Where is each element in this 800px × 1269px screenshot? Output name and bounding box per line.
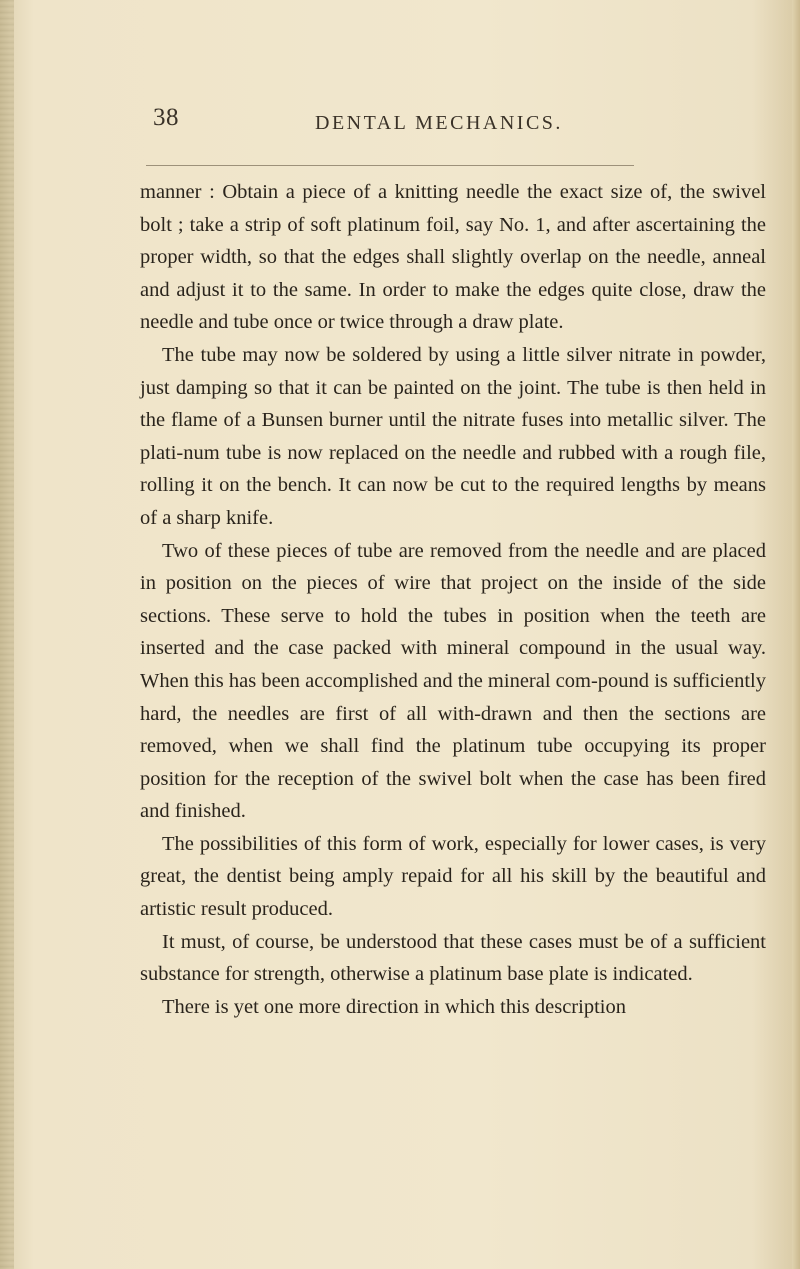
paragraph-2: The tube may now be soldered by using a little silver nitrate in powder, just damping so that it can be painted on the joint. The tube is then held in the flame of a Bunsen burner until the nitrate fuses into metallic silver. The plati-num tube is now replaced on the needle and rubbed with a rough file, rolling it on the bench. It can now be cut to the required lengths by means of a sharp knife. [140,343,766,529]
paragraph-5: It must, of course, be understood that these cases must be of a sufficient substance for strength, otherwise a platinum base plate is indicated. [140,930,766,986]
paragraph-3: Two of these pieces of tube are removed from the needle and are placed in position on the pieces of wire that project on the inside of the side sections. These serve to hold the tubes in position when the teeth are inserted and the case packed with mineral compound in the usual way. When this has been accomplished and the mineral com-pound is sufficiently hard, the needles are first of all with-drawn and then the sections are removed, when we shall find the platinum tube occupying its proper position for the reception of the swivel bolt when the case has been fired and finished. [140,539,766,823]
paragraph-4: The possibilities of this form of work, especially for lower cases, is very great, the dentist being amply repaid for all his skill by the beautiful and artistic result produced. [140,832,766,921]
page-edge [792,0,800,1269]
running-head [0,102,800,132]
paragraph-1: manner : Obtain a piece of a knitting needle the exact size of, the swivel bolt ; take a strip of soft platinum foil, say No. 1, and after ascertaining the proper width, so that the edges shall slightly overlap on the needle, anneal and adjust it to the same. In order to make the edges quite close, draw the needle and tube once or twice through a draw plate. [140,181,766,334]
paragraph-6: There is yet one more direction in which this description [162,995,626,1018]
binding-gutter [0,0,14,1269]
page-number: 38 [153,104,179,131]
body-text [140,176,766,1023]
running-head-title: DENTAL MECHANICS. [315,112,563,134]
header-rule [146,165,634,166]
